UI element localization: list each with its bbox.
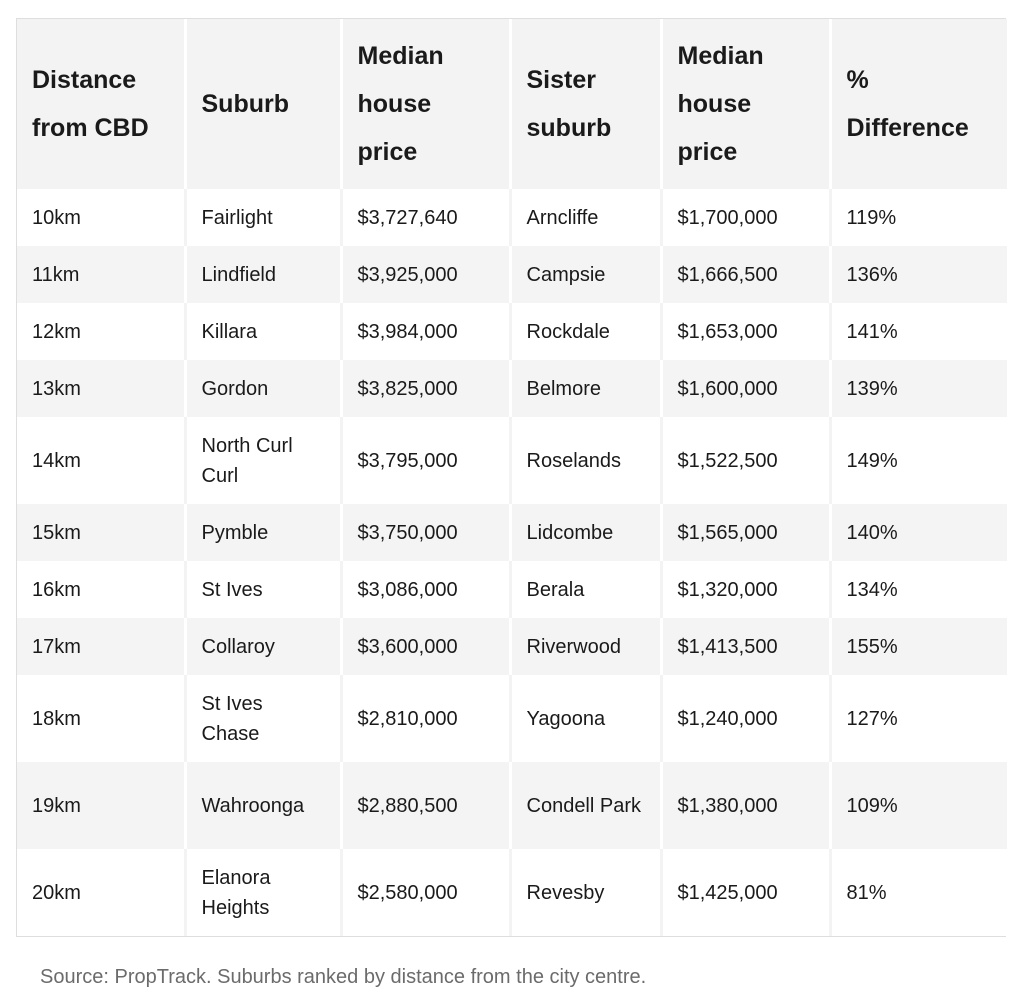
cell-distance: 11km bbox=[17, 246, 185, 303]
cell-price: $3,600,000 bbox=[341, 618, 510, 675]
table-row bbox=[17, 762, 1007, 849]
cell-sister-suburb: Condell Park bbox=[510, 762, 661, 849]
header-median-price: Median house price bbox=[341, 19, 510, 189]
cell-suburb: St Ives Chase bbox=[185, 675, 341, 762]
cell-price: $3,086,000 bbox=[341, 561, 510, 618]
table-row bbox=[17, 303, 1007, 360]
cell-suburb: Killara bbox=[185, 303, 341, 360]
cell-sister-price: $1,425,000 bbox=[661, 849, 830, 936]
cell-sister-price: $1,380,000 bbox=[661, 762, 830, 849]
cell-suburb: St Ives bbox=[185, 561, 341, 618]
cell-difference: 127% bbox=[830, 675, 1007, 762]
header-sister-median-price: Median house price bbox=[661, 19, 830, 189]
cell-difference: 119% bbox=[830, 189, 1007, 246]
cell-distance: 19km bbox=[17, 762, 185, 849]
table-row bbox=[17, 189, 1007, 246]
table-row bbox=[17, 504, 1007, 561]
cell-sister-price: $1,522,500 bbox=[661, 417, 830, 504]
cell-difference: 136% bbox=[830, 246, 1007, 303]
cell-sister-suburb: Arncliffe bbox=[510, 189, 661, 246]
cell-distance: 10km bbox=[17, 189, 185, 246]
cell-sister-suburb: Rockdale bbox=[510, 303, 661, 360]
cell-suburb: Wahroonga bbox=[185, 762, 341, 849]
table-row bbox=[17, 675, 1007, 762]
cell-price: $3,727,640 bbox=[341, 189, 510, 246]
cell-suburb: Collaroy bbox=[185, 618, 341, 675]
cell-suburb: Gordon bbox=[185, 360, 341, 417]
price-comparison-table-container bbox=[16, 18, 1006, 937]
cell-distance: 14km bbox=[17, 417, 185, 504]
cell-difference: 140% bbox=[830, 504, 1007, 561]
cell-sister-suburb: Belmore bbox=[510, 360, 661, 417]
cell-price: $2,580,000 bbox=[341, 849, 510, 936]
table-row bbox=[17, 246, 1007, 303]
cell-suburb: Pymble bbox=[185, 504, 341, 561]
table-row bbox=[17, 417, 1007, 504]
cell-difference: 109% bbox=[830, 762, 1007, 849]
cell-difference: 141% bbox=[830, 303, 1007, 360]
header-distance: Distance from CBD bbox=[17, 19, 185, 189]
cell-difference: 155% bbox=[830, 618, 1007, 675]
cell-sister-price: $1,413,500 bbox=[661, 618, 830, 675]
cell-price: $3,750,000 bbox=[341, 504, 510, 561]
table-body bbox=[17, 189, 1007, 936]
cell-distance: 17km bbox=[17, 618, 185, 675]
cell-sister-price: $1,600,000 bbox=[661, 360, 830, 417]
cell-sister-suburb: Campsie bbox=[510, 246, 661, 303]
table-row bbox=[17, 360, 1007, 417]
cell-price: $3,984,000 bbox=[341, 303, 510, 360]
cell-price: $3,925,000 bbox=[341, 246, 510, 303]
cell-sister-price: $1,653,000 bbox=[661, 303, 830, 360]
cell-difference: 139% bbox=[830, 360, 1007, 417]
cell-suburb: Elanora Heights bbox=[185, 849, 341, 936]
cell-suburb: Fairlight bbox=[185, 189, 341, 246]
cell-difference: 134% bbox=[830, 561, 1007, 618]
cell-sister-suburb: Lidcombe bbox=[510, 504, 661, 561]
source-caption: Source: PropTrack. Suburbs ranked by distance from the city centre. bbox=[40, 966, 647, 988]
cell-difference: 149% bbox=[830, 417, 1007, 504]
cell-price: $2,810,000 bbox=[341, 675, 510, 762]
header-sister-suburb: Sister suburb bbox=[510, 19, 661, 189]
cell-sister-suburb: Berala bbox=[510, 561, 661, 618]
cell-suburb: North Curl Curl bbox=[185, 417, 341, 504]
cell-distance: 13km bbox=[17, 360, 185, 417]
cell-suburb: Lindfield bbox=[185, 246, 341, 303]
cell-distance: 18km bbox=[17, 675, 185, 762]
cell-price: $3,825,000 bbox=[341, 360, 510, 417]
cell-sister-price: $1,240,000 bbox=[661, 675, 830, 762]
header-suburb: Suburb bbox=[185, 19, 341, 189]
header-difference: % Difference bbox=[830, 19, 1007, 189]
cell-sister-suburb: Roselands bbox=[510, 417, 661, 504]
cell-difference: 81% bbox=[830, 849, 1007, 936]
cell-distance: 16km bbox=[17, 561, 185, 618]
table-row bbox=[17, 618, 1007, 675]
cell-distance: 12km bbox=[17, 303, 185, 360]
header-row bbox=[17, 19, 1007, 189]
table-row bbox=[17, 849, 1007, 936]
cell-sister-suburb: Yagoona bbox=[510, 675, 661, 762]
cell-price: $3,795,000 bbox=[341, 417, 510, 504]
cell-sister-price: $1,700,000 bbox=[661, 189, 830, 246]
cell-sister-suburb: Riverwood bbox=[510, 618, 661, 675]
cell-sister-price: $1,666,500 bbox=[661, 246, 830, 303]
cell-distance: 15km bbox=[17, 504, 185, 561]
cell-sister-suburb: Revesby bbox=[510, 849, 661, 936]
cell-price: $2,880,500 bbox=[341, 762, 510, 849]
cell-sister-price: $1,565,000 bbox=[661, 504, 830, 561]
cell-distance: 20km bbox=[17, 849, 185, 936]
cell-sister-price: $1,320,000 bbox=[661, 561, 830, 618]
price-comparison-table bbox=[17, 19, 1007, 936]
table-header bbox=[17, 19, 1007, 189]
table-row bbox=[17, 561, 1007, 618]
